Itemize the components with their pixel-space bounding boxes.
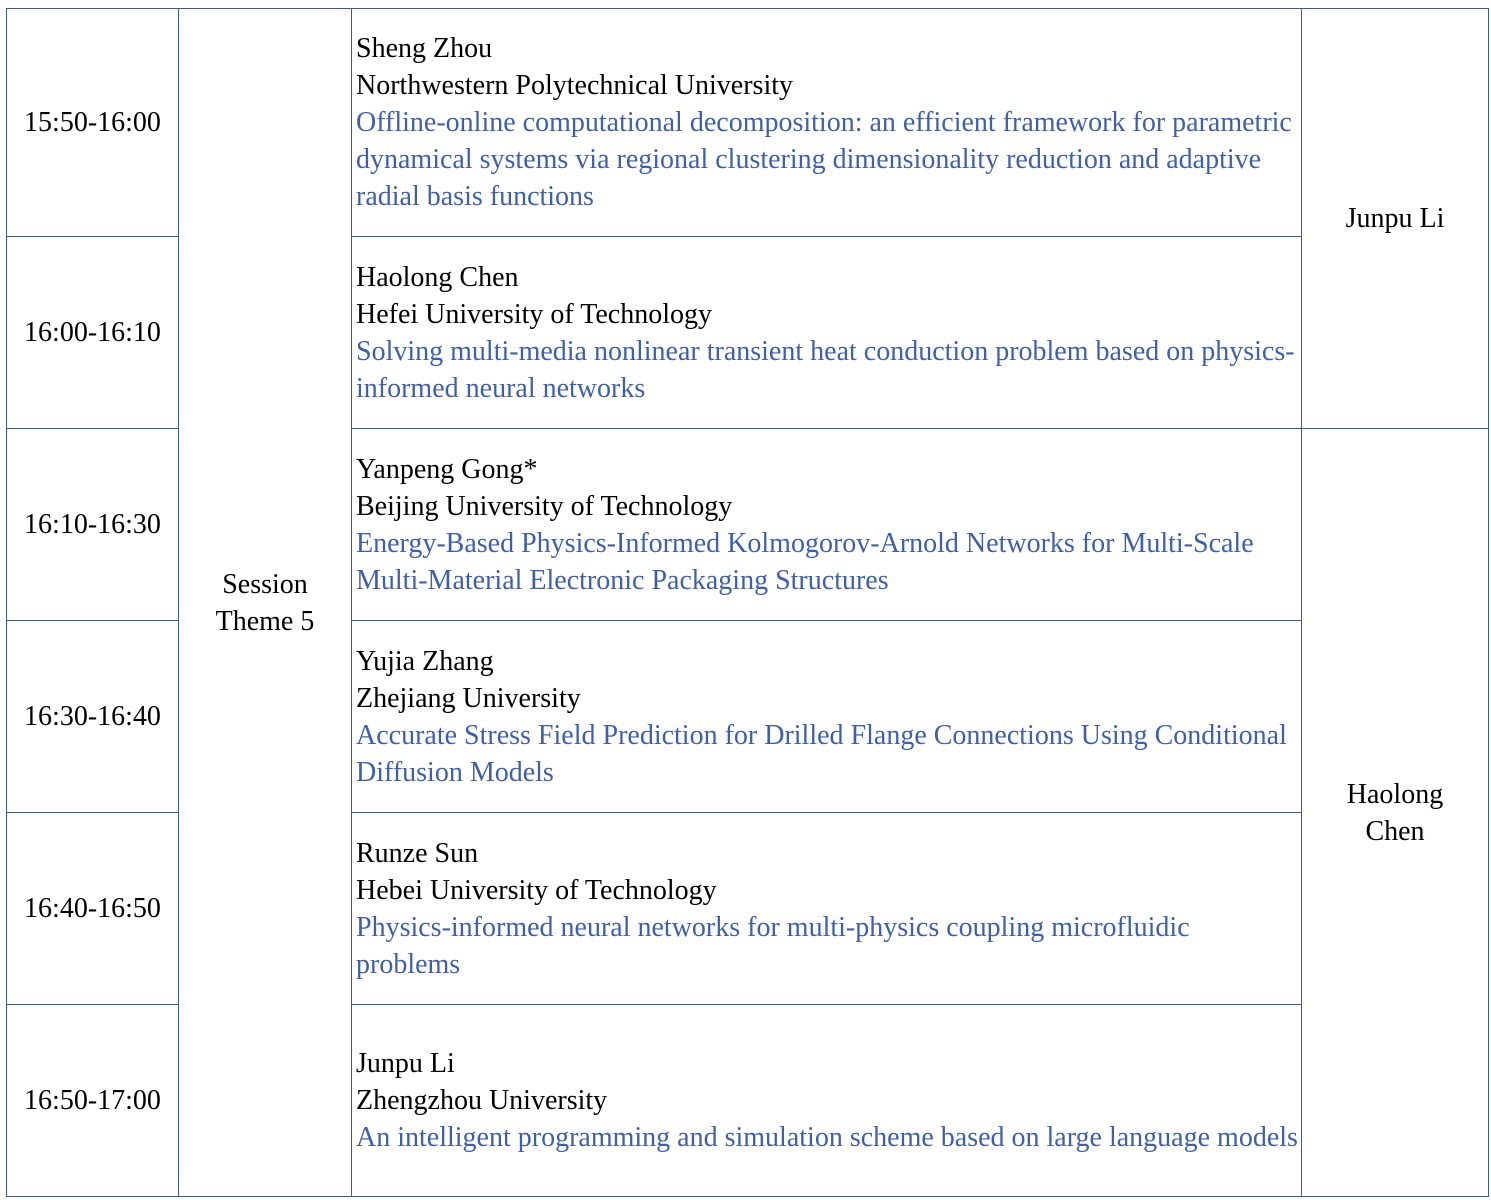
table-row [7,9,1489,237]
speaker-affiliation: Zhejiang University [356,682,581,714]
speaker-name: Runze Sun [356,837,479,869]
time-cell: 16:30-16:40 [7,621,179,813]
talk-title: Energy-Based Physics-Informed Kolmogorov-Arnold Networks for Multi-Scale Multi-Material Electronic Packaging Structures [356,527,1254,596]
speaker-affiliation: Hefei University of Technology [356,298,712,330]
speaker-affiliation: Beijing University of Technology [356,490,733,522]
talk-title: Physics-informed neural networks for multi-physics coupling microfluidic problems [356,911,1190,980]
time-cell: 16:50-17:00 [7,1005,179,1197]
chair-name: Junpu Li [1345,203,1445,234]
talk-cell [352,621,1302,813]
schedule-table [6,8,1489,1197]
time-cell: 16:10-16:30 [7,429,179,621]
session-label: Session [222,568,308,600]
chair-cell [1302,429,1489,1197]
speaker-affiliation: Northwestern Polytechnical University [356,70,794,101]
talk-cell [352,813,1302,1005]
talk-cell [352,429,1302,621]
talk-title: Offline-online computational decomposition: an efficient framework for parametric dynamical systems via regional clustering dimensionality reduction and adaptive radial basis functions [356,107,1292,212]
speaker-name: Yanpeng Gong* [356,453,538,485]
session-cell [179,9,352,1197]
talk-cell [352,1005,1302,1197]
speaker-affiliation: Zhengzhou University [356,1085,608,1116]
time-cell: 16:40-16:50 [7,813,179,1005]
chair-name-last: Chen [1365,815,1425,847]
speaker-name: Yujia Zhang [356,645,494,677]
speaker-name: Junpu Li [356,1048,455,1079]
talk-title: Solving multi-media nonlinear transient heat conduction problem based on physics-informed neural networks [356,335,1295,404]
time-cell: 15:50-16:00 [7,9,179,237]
talk-cell [352,9,1302,237]
speaker-name: Haolong Chen [356,261,519,293]
session-theme: Theme 5 [215,605,315,637]
talk-cell [352,237,1302,429]
chair-cell [1302,9,1489,429]
talk-title: An intelligent programming and simulation scheme based on large language models [356,1122,1298,1153]
speaker-name: Sheng Zhou [356,33,493,64]
time-cell: 16:00-16:10 [7,237,179,429]
chair-name-first: Haolong [1346,778,1444,810]
speaker-affiliation: Hebei University of Technology [356,874,717,906]
talk-title: Accurate Stress Field Prediction for Drilled Flange Connections Using Conditional Diffusion Models [356,719,1287,788]
